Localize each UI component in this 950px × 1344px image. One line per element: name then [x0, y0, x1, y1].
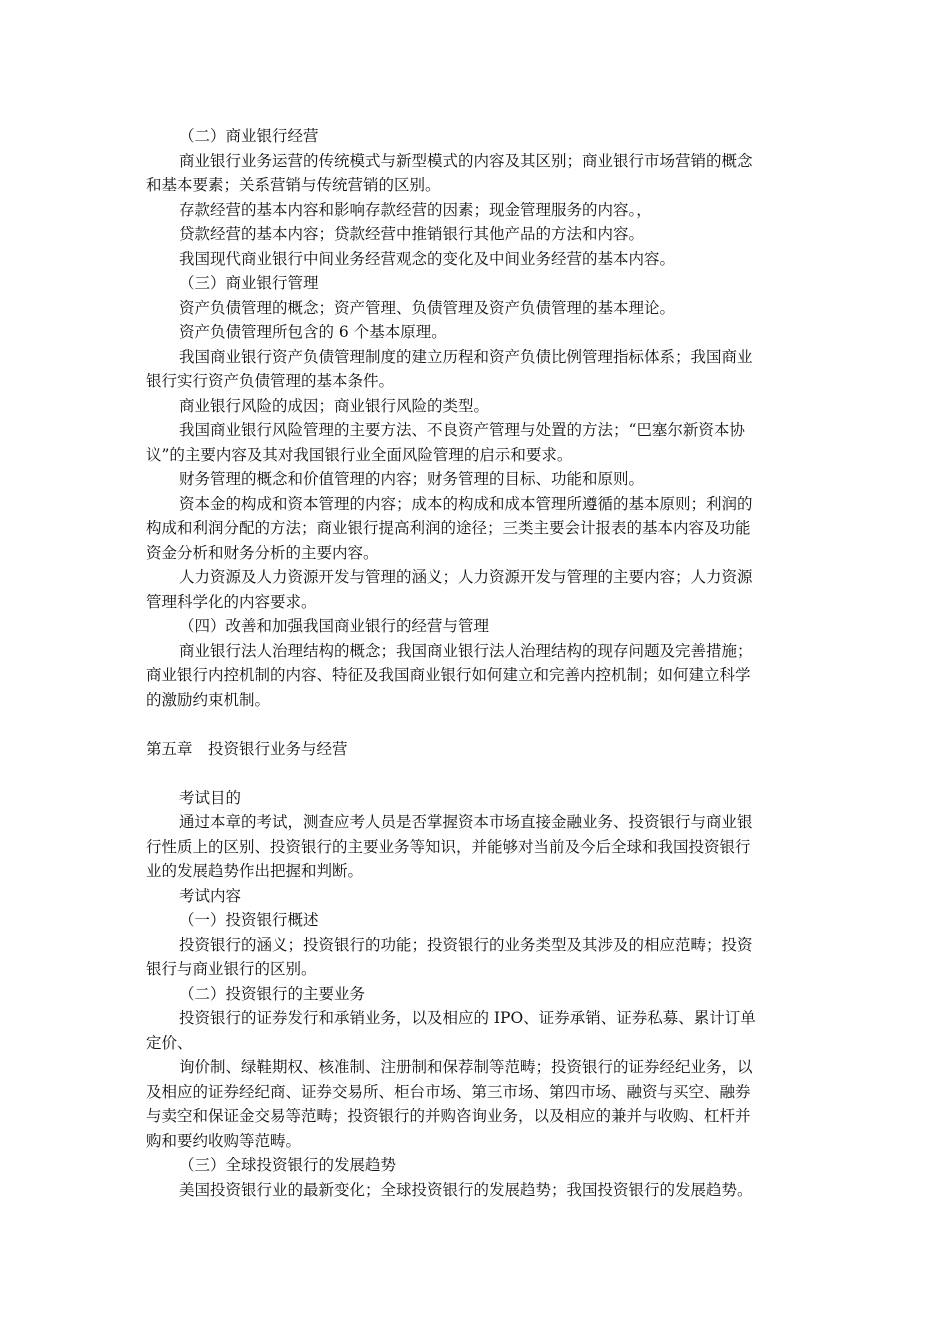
document-body [146, 124, 808, 1202]
paragraph-line: 构成和利润分配的方法；商业银行提高利润的途径；三类主要会计报表的基本内容及功能 [146, 519, 751, 537]
section-heading: （一）投资银行概述 [179, 911, 319, 929]
section-heading: （二）投资银行的主要业务 [179, 984, 366, 1003]
paragraph-line: 银行实行资产负债管理的基本条件。 [146, 372, 395, 390]
section-heading: （三）全球投资银行的发展趋势 [179, 1156, 397, 1174]
paragraph-line: 美国投资银行业的最新变化；全球投资银行的发展趋势；我国投资银行的发展趋势。 [179, 1180, 753, 1199]
paragraph-line: 我国商业银行风险管理的主要方法、不良资产管理与处置的方法；“巴塞尔新资本协 [179, 421, 745, 439]
paragraph-line: 商业银行法人治理结构的概念；我国商业银行法人治理结构的现存问题及完善措施； [179, 641, 753, 660]
paragraph-line: 投资银行的证券发行和承销业务，以及相应的 IPO、证券承销、证券私募、累计订单 [179, 1009, 756, 1027]
paragraph-line: 行性质上的区别、投资银行的主要业务等知识，并能够对当前及今后全球和我国投资银行 [146, 837, 751, 856]
chapter-title: 第五章 投资银行业务与经营 [146, 739, 348, 758]
paragraph-line: 商业银行风险的成因；商业银行风险的类型。 [179, 396, 490, 415]
paragraph-line: 考试目的 [179, 788, 242, 807]
paragraph-line: 银行与商业银行的区别。 [146, 960, 317, 978]
blank-line [146, 761, 808, 786]
paragraph-line: 投资银行的涵义；投资银行的功能；投资银行的业务类型及其涉及的相应范畴；投资 [179, 935, 753, 954]
paragraph-line: 资产负债管理所包含的 6 个基本原理。 [179, 323, 447, 341]
section-heading: （四）改善和加强我国商业银行的经营与管理 [179, 617, 490, 635]
paragraph-line: 商业银行业务运营的传统模式与新型模式的内容及其区别；商业银行市场营销的概念 [179, 151, 753, 170]
blank-line [146, 712, 808, 737]
paragraph-line: 管理科学化的内容要求。 [146, 592, 317, 611]
paragraph-line: 议”的主要内容及其对我国银行业全面风险管理的启示和要求。 [146, 445, 573, 464]
paragraph-line: 通过本章的考试，测查应考人员是否掌握资本市场直接金融业务、投资银行与商业银 [179, 813, 753, 831]
paragraph-line: 资产负债管理的概念；资产管理、负债管理及资产负债管理的基本理论。 [179, 298, 676, 317]
paragraph-line: 贷款经营的基本内容；贷款经营中推销银行其他产品的方法和内容。 [179, 225, 645, 243]
paragraph-line: 资金分析和财务分析的主要内容。 [146, 543, 379, 562]
paragraph-line: 财务管理的概念和价值管理的内容；财务管理的目标、功能和原则。 [179, 470, 645, 488]
paragraph-line: 我国现代商业银行中间业务经营观念的变化及中间业务经营的基本内容。 [179, 249, 676, 268]
section-heading: （二）商业银行经营 [179, 127, 319, 145]
paragraph-line: 考试内容 [179, 886, 242, 905]
paragraph-line: 的激励约束机制。 [146, 690, 271, 709]
paragraph-line: 定价、 [146, 1033, 193, 1052]
paragraph-line: 及相应的证券经纪商、证券交易所、柜台市场、第三市场、第四市场、融资与买空、融券 [146, 1082, 751, 1101]
paragraph-line: 与卖空和保证金交易等范畴；投资银行的并购咨询业务，以及相应的兼并与收购、杠杆并 [146, 1107, 751, 1125]
paragraph-line: 我国商业银行资产负债管理制度的建立历程和资产负债比例管理指标体系；我国商业 [179, 347, 753, 366]
paragraph-line: 询价制、绿鞋期权、核准制、注册制和保荐制等范畴；投资银行的证券经纪业务，以 [179, 1058, 753, 1076]
paragraph-line: 存款经营的基本内容和影响存款经营的因素；现金管理服务的内容。， [179, 200, 652, 219]
paragraph-line: 资本金的构成和资本管理的内容；成本的构成和成本管理所遵循的基本原则；利润的 [179, 494, 753, 513]
paragraph-line: 购和要约收购等范畴。 [146, 1131, 302, 1150]
paragraph-line: 业的发展趋势作出把握和判断。 [146, 862, 364, 880]
paragraph-line: 商业银行内控机制的内容、特征及我国商业银行如何建立和完善内控机制；如何建立科学 [146, 666, 751, 684]
paragraph-line: 人力资源及人力资源开发与管理的涵义；人力资源开发与管理的主要内容；人力资源 [179, 568, 753, 586]
paragraph-line: 和基本要素；关系营销与传统营销的区别。 [146, 176, 441, 194]
section-heading: （三）商业银行管理 [179, 274, 319, 292]
